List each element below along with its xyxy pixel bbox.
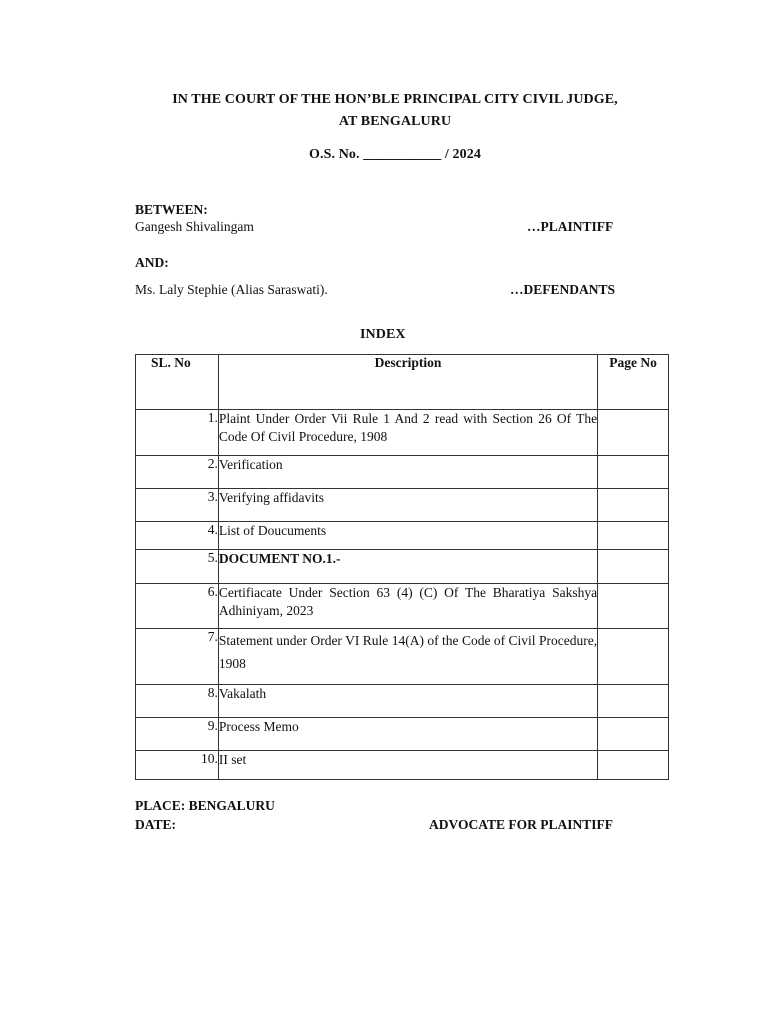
index-table <box>135 354 669 780</box>
column-header-page-no: Page No <box>598 355 669 410</box>
row-page-no <box>598 584 669 629</box>
row-description: Vakalath <box>218 685 597 718</box>
row-description: Process Memo <box>218 718 597 751</box>
row-description: DOCUMENT NO.1.- <box>218 550 597 584</box>
row-page-no <box>598 456 669 489</box>
column-header-sl-no: SL. No <box>136 355 219 410</box>
row-sl-no: 3. <box>136 489 219 522</box>
plaintiff-role: …PLAINTIFF <box>527 219 614 234</box>
row-sl-no: 8. <box>136 685 219 718</box>
row-description: Verification <box>218 456 597 489</box>
between-label: BETWEEN: <box>135 202 208 217</box>
defendant-role: …DEFENDANTS <box>510 282 616 297</box>
row-description: Plaint Under Order Vii Rule 1 And 2 read with Section 26 Of The Code Of Civil Procedure, 1908 <box>218 410 597 456</box>
table-row <box>136 751 669 780</box>
row-description: List of Doucuments <box>218 522 597 550</box>
plaintiff-name: Gangesh Shivalingam <box>135 219 254 234</box>
row-page-no <box>598 685 669 718</box>
row-page-no <box>598 410 669 456</box>
row-sl-no: 5. <box>136 550 219 584</box>
row-page-no <box>598 751 669 780</box>
table-row <box>136 489 669 522</box>
table-row <box>136 456 669 489</box>
row-sl-no: 9. <box>136 718 219 751</box>
table-row <box>136 629 669 685</box>
row-description: Certifiacate Under Section 63 (4) (C) Of The Bharatiya Sakshya Adhiniyam, 2023 <box>218 584 597 629</box>
table-row <box>136 550 669 584</box>
row-description: II set <box>218 751 597 780</box>
row-sl-no: 1. <box>136 410 219 456</box>
and-label: AND: <box>135 255 169 270</box>
advocate-signature-label: ADVOCATE FOR PLAINTIFF <box>429 817 613 832</box>
row-sl-no: 4. <box>136 522 219 550</box>
place-label: PLACE: BENGALURU <box>135 798 275 813</box>
row-sl-no: 7. <box>136 629 219 685</box>
table-row <box>136 718 669 751</box>
table-row <box>136 685 669 718</box>
row-description: Verifying affidavits <box>218 489 597 522</box>
table-row <box>136 584 669 629</box>
row-page-no <box>598 522 669 550</box>
table-row <box>136 410 669 456</box>
index-title: INDEX <box>360 327 406 342</box>
row-description: Statement under Order VI Rule 14(A) of the Code of Civil Procedure, 1908 <box>218 629 597 685</box>
row-sl-no: 10. <box>136 751 219 780</box>
table-row <box>136 522 669 550</box>
row-page-no <box>598 718 669 751</box>
row-page-no <box>598 550 669 584</box>
case-number: O.S. No. ___________ / 2024 <box>309 147 481 162</box>
date-label: DATE: <box>135 817 177 832</box>
row-sl-no: 2. <box>136 456 219 489</box>
row-sl-no: 6. <box>136 584 219 629</box>
index-header-row <box>136 355 669 410</box>
court-title-line1: IN THE COURT OF THE HON’BLE PRINCIPAL CITY CIVIL JUDGE, <box>172 92 618 107</box>
defendant-name: Ms. Laly Stephie (Alias Saraswati). <box>135 282 328 297</box>
court-title-line2: AT BENGALURU <box>338 114 452 129</box>
column-header-description: Description <box>218 355 597 410</box>
row-page-no <box>598 629 669 685</box>
row-page-no <box>598 489 669 522</box>
